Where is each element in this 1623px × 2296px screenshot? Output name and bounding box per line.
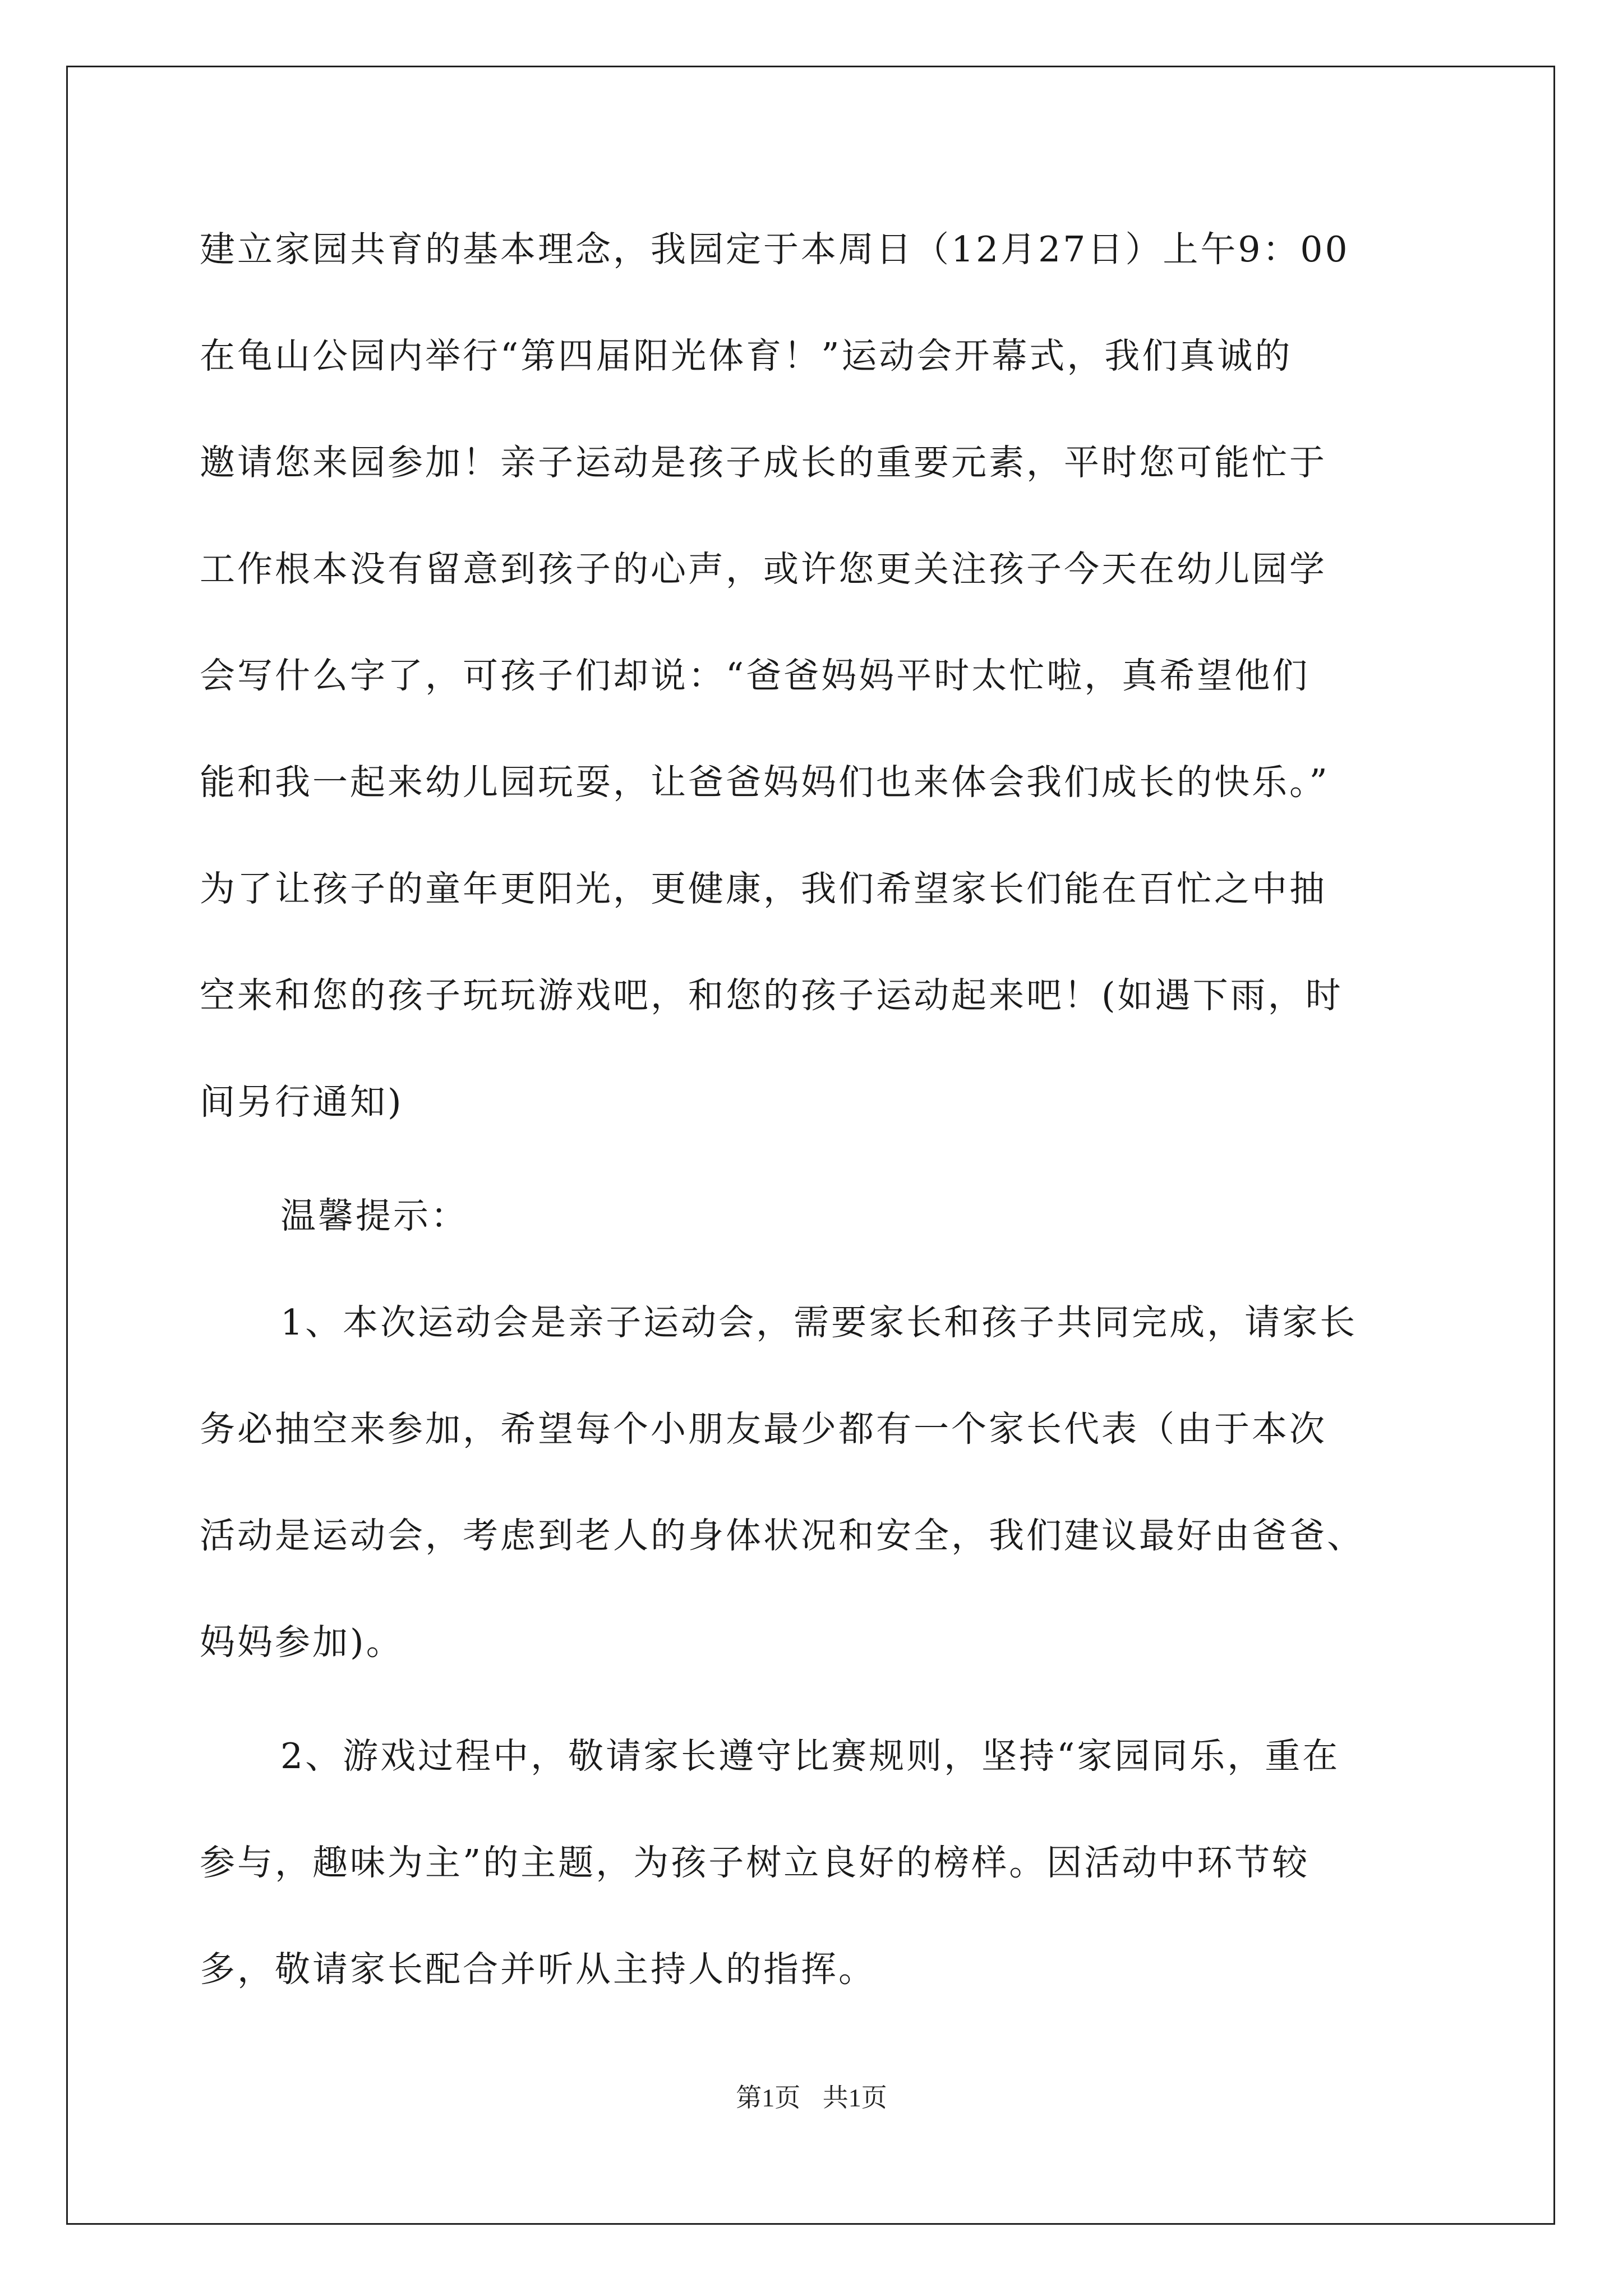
tip-1-text-line: 活动是运动会，考虑到老人的身体状况和安全，我们建议最好由爸爸、 [200,1515,1364,1556]
body-text-line: 为了让孩子的童年更阳光，更健康，我们希望家长们能在百忙之中抽 [200,868,1327,909]
page-footer [0,2081,1623,2115]
page-border [66,66,1555,2225]
tip-2-text-line: 2、游戏过程中，敬请家长遵守比赛规则，坚持“家园同乐，重在 [280,1736,1340,1777]
tip-2-text-line: 参与，趣味为主”的主题，为孩子树立良好的榜样。因活动中环节较 [200,1842,1310,1883]
page-number-current: 第1页 [736,2083,801,2112]
tip-2-text-line: 多，敬请家长配合并听从主持人的指挥。 [200,1949,876,1990]
body-text-line: 能和我一起来幼儿园玩耍，让爸爸妈妈们也来体会我们成长的快乐。” [200,762,1330,803]
body-text-line: 邀请您来园参加！亲子运动是孩子成长的重要元素，平时您可能忙于 [200,442,1327,483]
body-text-line: 间另行通知) [200,1082,404,1122]
page-number-total: 共1页 [822,2083,887,2112]
body-text-line: 空来和您的孩子玩玩游戏吧，和您的孩子运动起来吧！(如遇下雨，时 [200,975,1343,1016]
tip-1-text-line: 妈妈参加)。 [200,1622,404,1663]
body-text-line: 建立家园共育的基本理念，我园定于本周日（12月27日）上午9：00 [200,229,1350,270]
tip-1-text-line: 1、本次运动会是亲子运动会，需要家长和孩子共同完成，请家长 [280,1302,1358,1343]
body-text-line: 工作根本没有留意到孩子的心声，或许您更关注孩子今天在幼儿园学 [200,549,1327,590]
body-text-line: 在龟山公园内举行“第四届阳光体育！”运动会开幕式，我们真诚的 [200,335,1293,376]
tip-1-text-line: 务必抽空来参加，希望每个小朋友最少都有一个家长代表（由于本次 [200,1409,1327,1450]
tips-heading: 温馨提示： [280,1195,468,1236]
body-text-line: 会写什么字了，可孩子们却说：“爸爸妈妈平时太忙啦，真希望他们 [200,655,1310,696]
